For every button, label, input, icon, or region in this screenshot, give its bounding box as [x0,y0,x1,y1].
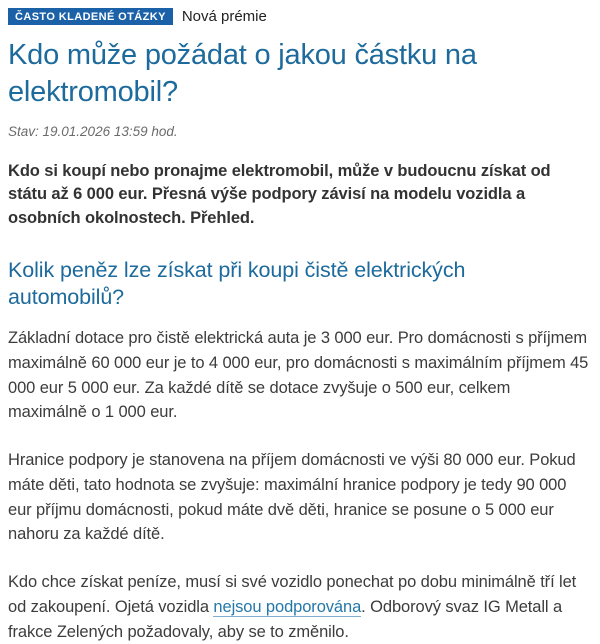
category-badge[interactable]: ČASTO KLADENÉ OTÁZKY [8,8,173,25]
article-intro: Kdo si koupí nebo pronajme elektromobil, může v budoucnu získat od státu až 6 000 eur. Přesná výše podpory závisí na modelu vozidla a osobních okolnostech. Přehled. [8,161,551,227]
status-line: Stav: 19.01.2026 13:59 hod. [8,123,178,139]
topic-label: Nová prémie [181,8,267,25]
used-vehicles-link[interactable]: nejsou podporována [213,597,362,616]
article-title: Kdo může požádat o jakou částku na elektromobil? [8,39,477,108]
section-heading: Kolik peněz lze získat při koupi čistě elektrických automobilů? [8,257,466,309]
paragraph-3-text-before: Kdo chce získat peníze, musí si své vozidlo ponechat po dobu minimálně tří let od zakoupení. Ojetá vozidla [8,573,577,616]
paragraph-3-text-after: . Odborový svaz IG Metall a frakce Zelených požadovaly, aby se to změnilo. [8,597,563,641]
paragraph-income-limits: Hranice podpory je stanovena na příjem domácnosti ve výši 80 000 eur. Pokud máte děti, tato hodnota se zvyšuje: maximální hranice podpory je tedy 90 000 eur příjmu domácnosti, pokud máte dvě děti, hranice se posune o 5 000 eur nahoru za každé dítě. [8,451,576,544]
kicker-row [8,8,590,25]
paragraph-subsidy-amounts: Základní dotace pro čistě elektrická auta je 3 000 eur. Pro domácnosti s příjmem maximálně 60 000 eur je to 4 000 eur, pro domácnosti s maximálním příjmem 45 000 eur 5 000 eur. Za každé dítě se dotace zvyšuje o 500 eur, celkem maximálně o 1 000 eur. [8,329,589,422]
paragraph-holding-period [8,570,590,644]
